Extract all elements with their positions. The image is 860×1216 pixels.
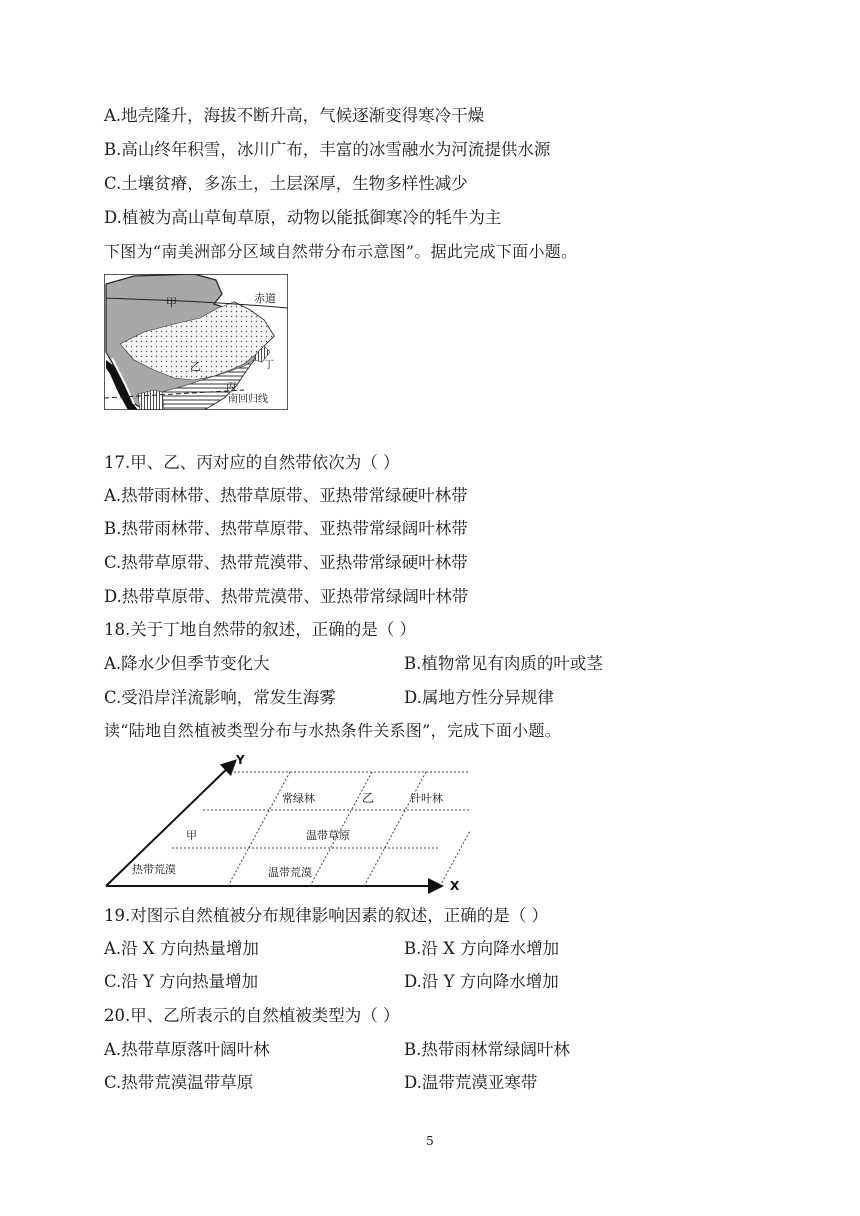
cell-temperate-desert: 温带荒漠	[268, 866, 312, 879]
q17-option-b: B.热带雨林带、热带草原带、亚热带常绿阔叶林带	[104, 519, 468, 538]
q16-option-b: B.高山终年积雪，冰川广布，丰富的冰雪融水为河流提供水源	[104, 140, 551, 159]
q19-option-b: B.沿 X 方向降水增加	[404, 939, 560, 958]
label-yi: 乙	[190, 360, 201, 373]
q20-option-d: D.温带荒漠亚寒带	[404, 1073, 538, 1092]
q17-option-d: D.热带草原带、热带荒漠带、亚热带常绿阔叶林带	[104, 587, 469, 606]
q16-option-c: C.土壤贫瘠，多冻土，土层深厚，生物多样性减少	[104, 174, 468, 193]
q19-option-a: A.沿 X 方向热量增加	[104, 939, 259, 958]
q20-stem: 20.甲、乙所表示的自然植被类型为（ ）	[104, 1006, 400, 1025]
intro-map: 下图为“南美洲部分区域自然带分布示意图”。据此完成下面小题。	[104, 242, 578, 261]
label-jia: 甲	[166, 296, 177, 309]
cell-temperate-grassland: 温带草原	[306, 829, 350, 842]
south-america-map	[104, 274, 288, 410]
axis-x-label: X	[450, 879, 460, 893]
vegetation-diagram	[100, 752, 470, 898]
q18-stem: 18.关于丁地自然带的叙述，正确的是（ ）	[104, 620, 416, 639]
page-number: 5	[426, 1134, 434, 1148]
intro-diagram: 读“陆地自然植被类型分布与水热条件关系图”，完成下面小题。	[104, 721, 562, 740]
southwest-hatch	[138, 390, 164, 410]
cell-yi: 乙	[362, 791, 375, 805]
q17-stem: 17.甲、乙、丙对应的自然带依次为（ ）	[104, 453, 400, 472]
q18-option-b: B.植物常见有肉质的叶或茎	[404, 654, 603, 673]
cell-jia: 甲	[186, 829, 197, 842]
q18-option-d: D.属地方性分异规律	[404, 688, 554, 707]
q19-stem: 19.对图示自然植被分布规律影响因素的叙述，正确的是（ ）	[104, 906, 548, 925]
cell-evergreen: 常绿林	[282, 792, 315, 805]
cell-tropical-desert: 热带荒漠	[132, 863, 176, 876]
axis-y-label: Y	[236, 753, 245, 767]
label-equator: 赤道	[254, 292, 276, 305]
q19-option-d: D.沿 Y 方向降水增加	[404, 972, 559, 991]
q20-option-a: A.热带草原落叶阔叶林	[104, 1040, 270, 1059]
q18-option-c: C.受沿岸洋流影响，常发生海雾	[104, 688, 336, 707]
q20-option-c: C.热带荒漠温带草原	[104, 1073, 254, 1092]
q16-option-d: D.植被为高山草甸草原，动物以能抵御寒冷的牦牛为主	[104, 208, 502, 227]
label-tropic: 南回归线	[228, 394, 268, 405]
cell-conifer: 针叶林	[410, 792, 443, 805]
q18-option-a: A.降水少但季节变化大	[104, 654, 270, 673]
q16-option-a: A.地壳隆升，海拔不断升高，气候逐渐变得寒冷干燥	[104, 106, 485, 125]
q19-option-c: C.沿 Y 方向热量增加	[104, 972, 259, 991]
q17-option-c: C.热带草原带、热带荒漠带、亚热带常绿硬叶林带	[104, 553, 468, 572]
q20-option-b: B.热带雨林常绿阔叶林	[404, 1040, 570, 1059]
q17-option-a: A.热带雨林带、热带草原带、亚热带常绿硬叶林带	[104, 486, 468, 505]
label-bing: 丙	[226, 382, 236, 393]
label-ding: 丁	[264, 360, 274, 371]
